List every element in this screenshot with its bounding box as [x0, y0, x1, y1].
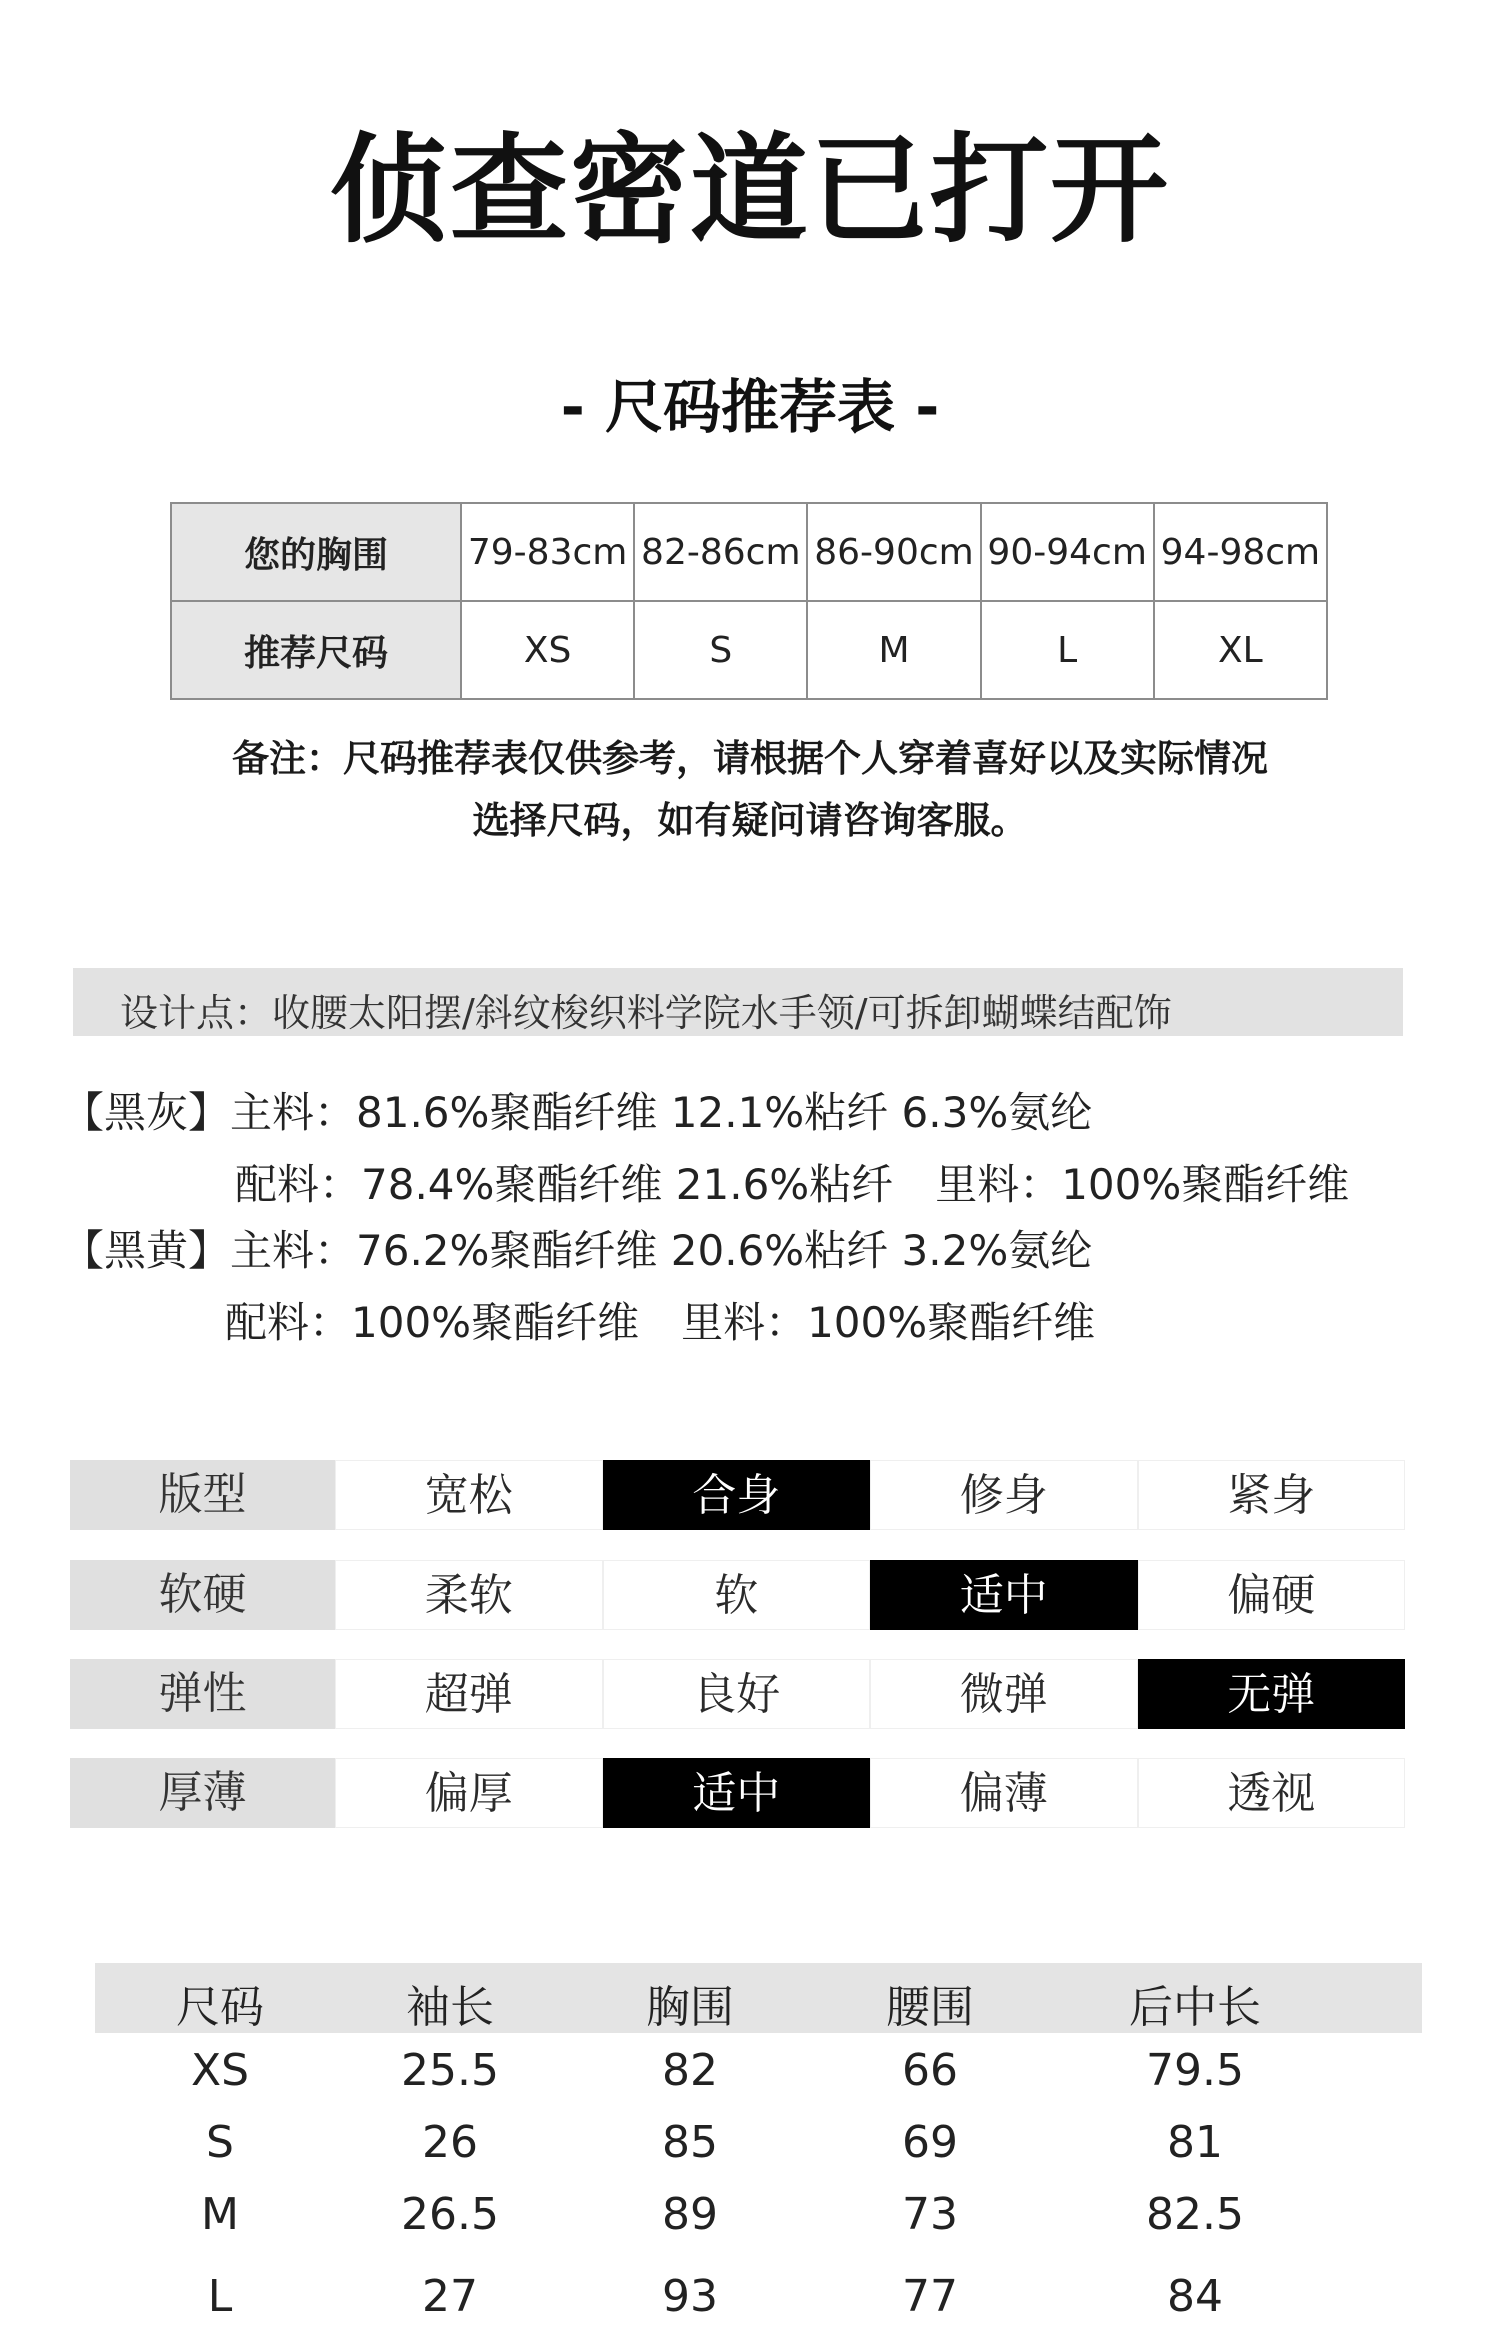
cell-waist: 69	[902, 2117, 958, 2168]
attribute-label: 厚薄	[70, 1758, 335, 1828]
attribute-option: 偏厚	[335, 1758, 603, 1828]
attribute-option: 超弹	[335, 1659, 603, 1729]
size-cell: XL	[1154, 601, 1327, 699]
attribute-row-thickness	[70, 1758, 1405, 1828]
cell-bust: 82	[662, 2045, 718, 2096]
note-line-1: 备注：尺码推荐表仅供参考，请根据个人穿着喜好以及实际情况	[232, 737, 1268, 780]
attribute-label: 软硬	[70, 1560, 335, 1630]
fabric-line-4: 配料：100%聚酯纤维 里料：100%聚酯纤维	[225, 1298, 1096, 1347]
table-row	[95, 2117, 1422, 2187]
cell-back-length: 82.5	[1146, 2189, 1244, 2240]
table-row	[95, 2271, 1422, 2341]
bust-row	[171, 503, 1327, 601]
cell-sleeve: 26.5	[401, 2189, 499, 2240]
size-note	[0, 728, 1500, 852]
bust-range-cell: 79-83cm	[461, 503, 634, 601]
attribute-row-elasticity	[70, 1659, 1405, 1729]
size-recommend-table	[170, 502, 1328, 700]
cell-sleeve: 25.5	[401, 2045, 499, 2096]
cell-bust: 85	[662, 2117, 718, 2168]
attribute-option: 微弹	[870, 1659, 1138, 1729]
size-cell: L	[981, 601, 1154, 699]
cell-sleeve: 27	[422, 2271, 478, 2322]
cell-bust: 89	[662, 2189, 718, 2240]
header-size: 尺码	[176, 1982, 264, 2033]
size-cell: XS	[461, 601, 634, 699]
attribute-label: 弹性	[70, 1659, 335, 1729]
measurement-table-header	[95, 1963, 1422, 2033]
cell-bust: 93	[662, 2271, 718, 2322]
attribute-option-selected: 适中	[603, 1758, 871, 1828]
table-row	[95, 2045, 1422, 2115]
header-bust: 胸围	[646, 1982, 734, 2033]
attribute-row-softness	[70, 1560, 1405, 1630]
bust-row-label: 您的胸围	[171, 503, 461, 601]
size-cell: S	[634, 601, 807, 699]
cell-waist: 66	[902, 2045, 958, 2096]
cell-size: S	[206, 2117, 234, 2168]
cell-size: L	[207, 2271, 233, 2322]
note-line-2: 选择尺码，如有疑问请咨询客服。	[472, 799, 1028, 842]
attribute-option: 透视	[1138, 1758, 1406, 1828]
bust-range-cell: 94-98cm	[1154, 503, 1327, 601]
cell-size: XS	[190, 2045, 250, 2096]
attribute-option: 良好	[603, 1659, 871, 1729]
cell-sleeve: 26	[422, 2117, 478, 2168]
attribute-option: 紧身	[1138, 1460, 1406, 1530]
bust-range-cell: 86-90cm	[807, 503, 980, 601]
attribute-option-selected: 适中	[870, 1560, 1138, 1630]
cell-back-length: 81	[1167, 2117, 1223, 2168]
bust-range-cell: 82-86cm	[634, 503, 807, 601]
attribute-label: 版型	[70, 1460, 335, 1530]
attribute-option: 宽松	[335, 1460, 603, 1530]
cell-size: M	[201, 2189, 239, 2240]
attribute-option-selected: 合身	[603, 1460, 871, 1530]
cell-back-length: 84	[1167, 2271, 1223, 2322]
attribute-option: 偏硬	[1138, 1560, 1406, 1630]
attribute-option: 软	[603, 1560, 871, 1630]
bust-range-cell: 90-94cm	[981, 503, 1154, 601]
attribute-option-selected: 无弹	[1138, 1659, 1406, 1729]
header-sleeve: 袖长	[406, 1982, 494, 2033]
cell-back-length: 79.5	[1146, 2045, 1244, 2096]
cell-waist: 77	[902, 2271, 958, 2322]
size-cell: M	[807, 601, 980, 699]
recommended-size-label: 推荐尺码	[171, 601, 461, 699]
fabric-line-2: 配料：78.4%聚酯纤维 21.6%粘纤 里料：100%聚酯纤维	[235, 1160, 1350, 1209]
attribute-row-fit	[70, 1460, 1405, 1530]
attribute-option: 偏薄	[870, 1758, 1138, 1828]
table-row	[95, 2189, 1422, 2259]
attribute-option: 柔软	[335, 1560, 603, 1630]
size-recommend-heading: - 尺码推荐表 -	[560, 373, 940, 441]
cell-waist: 73	[902, 2189, 958, 2240]
fabric-line-1: 【黑灰】主料：81.6%聚酯纤维 12.1%粘纤 6.3%氨纶	[62, 1088, 1093, 1137]
header-waist: 腰围	[886, 1982, 974, 2033]
page-title: 侦查密道已打开	[329, 121, 1170, 259]
recommended-size-row	[171, 601, 1327, 699]
fabric-line-3: 【黑黄】主料：76.2%聚酯纤维 20.6%粘纤 3.2%氨纶	[62, 1226, 1093, 1275]
header-back-length: 后中长	[1129, 1982, 1261, 2033]
attribute-option: 修身	[870, 1460, 1138, 1530]
design-points-text: 设计点：收腰太阳摆/斜纹梭织料学院水手领/可拆卸蝴蝶结配饰	[120, 991, 1172, 1035]
